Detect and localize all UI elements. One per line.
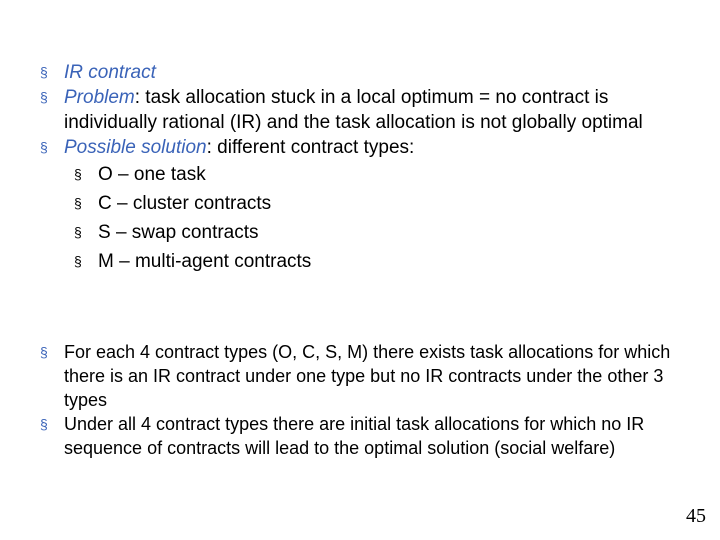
sub-bullet-c <box>64 189 688 218</box>
bullet-icon: § <box>74 253 82 269</box>
bullet-initial-allocations-claim <box>38 412 688 460</box>
bullet-problem <box>38 85 688 135</box>
bullet-icon: § <box>40 344 48 360</box>
bullet-contract-types-claim <box>38 340 688 412</box>
bullet-icon: § <box>74 195 82 211</box>
top-bullet-list <box>38 60 688 276</box>
page-number: 45 <box>686 505 706 527</box>
sub-bullet-text: S – swap contracts <box>98 222 259 243</box>
sub-bullet-s <box>64 218 688 247</box>
bullet-ir-contract <box>38 60 688 85</box>
problem-text: : task allocation stuck in a local optimum = no contract is individually rational (IR) and the task allocation is not globally optimal <box>64 87 643 133</box>
bullet-possible-solution <box>38 135 688 160</box>
sub-bullet-text: M – multi-agent contracts <box>98 251 312 272</box>
sub-bullet-text: O – one task <box>98 164 206 185</box>
bullet-icon: § <box>40 416 48 432</box>
bullet-text: For each 4 contract types (O, C, S, M) there exists task allocations for which there is an IR contract under one type but no IR contracts under the other 3 types <box>64 342 671 410</box>
bullet-icon: § <box>74 224 82 240</box>
bullet-icon: § <box>40 139 48 155</box>
sub-bullet-o <box>64 160 688 189</box>
possible-solution-label: Possible solution <box>64 137 207 158</box>
ir-contract-label: IR contract <box>64 62 156 83</box>
bullet-icon: § <box>74 166 82 182</box>
problem-label: Problem <box>64 87 135 108</box>
bullet-text: Under all 4 contract types there are initial task allocations for which no IR sequence of contracts will lead to the optimal solution (social welfare) <box>64 414 645 458</box>
sub-bullet-text: C – cluster contracts <box>98 193 272 214</box>
bullet-icon: § <box>40 89 48 105</box>
bottom-bullet-list <box>38 340 688 460</box>
bullet-icon: § <box>40 64 48 80</box>
possible-solution-text: : different contract types: <box>206 137 415 158</box>
sub-bullet-m <box>64 247 688 276</box>
